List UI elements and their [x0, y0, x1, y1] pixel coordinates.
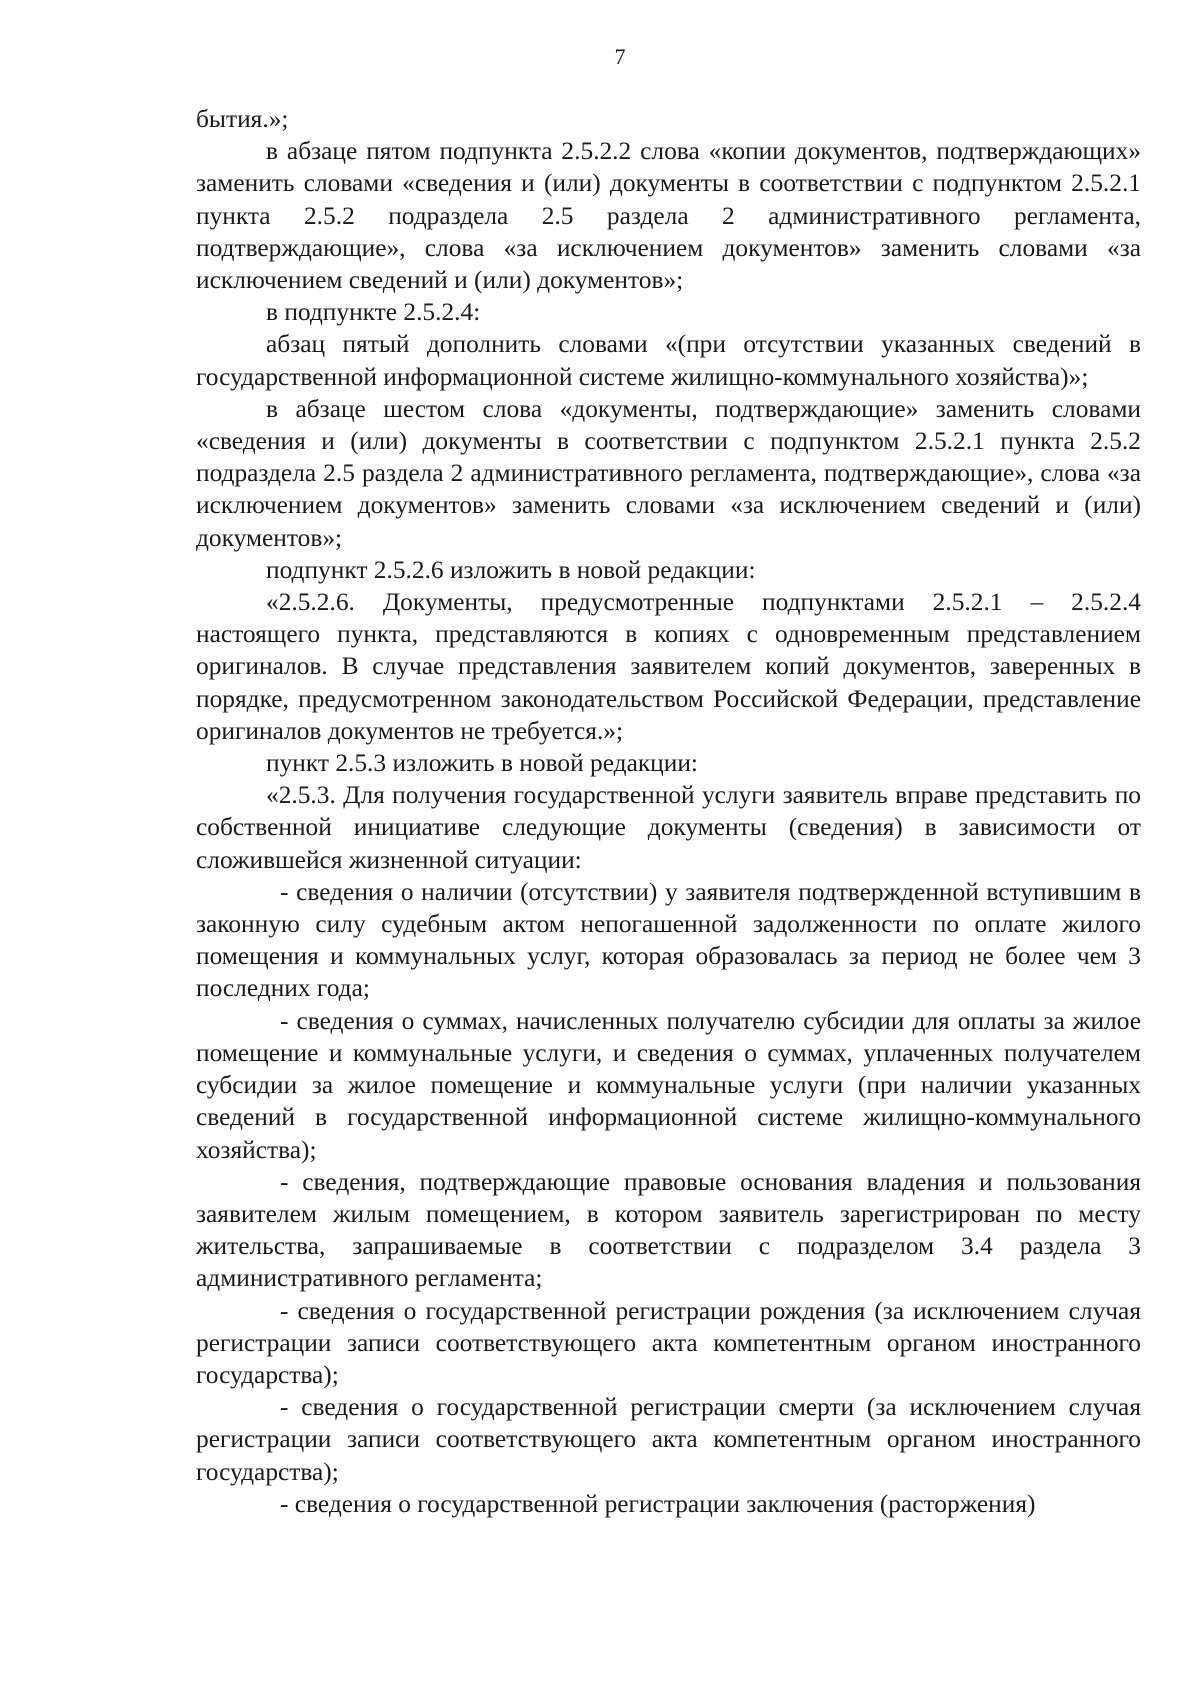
paragraph: бытия.»; [196, 105, 289, 133]
document-body [196, 103, 1141, 1520]
paragraph: «2.5.2.6. Документы, предусмотренные подпунктами 2.5.2.1 – 2.5.2.4 настоящего пункта, представляются в копиях с одновременным представлением оригиналов. В случае представления заявителем копий документов, заверенных в порядке, предусмотренном законодательством Российской Федерации, представление оригиналов документов не требуется.»; [196, 588, 1141, 745]
paragraph: абзац пятый дополнить словами «(при отсутствии указанных сведений в государственной информационной системе жилищно-коммунального хозяйства)»; [196, 330, 1141, 391]
paragraph: подпункт 2.5.2.6 изложить в новой редакции: [266, 555, 756, 584]
paragraph: в абзаце шестом слова «документы, подтверждающие» заменить словами «сведения и (или) документы в соответствии с подпунктом 2.5.2.1 пункта 2.5.2 подраздела 2.5 раздела 2 административного регламента, подтверждающие», слова «за исключением документов» заменить словами «за исключением сведений и (или) документов»; [196, 394, 1141, 552]
list-item: - сведения о государственной регистрации смерти (за исключением случая регистрации записи соответствующего акта компетентным органом иностранного государства); [196, 1393, 1141, 1486]
paragraph: «2.5.3. Для получения государственной услуги заявитель вправе представить по собственной инициативе следующие документы (сведения) в зависимости от сложившейся жизненной ситуации: [196, 781, 1141, 874]
list-item: - сведения о суммах, начисленных получателю субсидии для оплаты за жилое помещение и коммунальные услуги, и сведения о суммах, уплаченных получателем субсидии за жилое помещение и коммунальные услуги (при наличии указанных сведений в государственной информационной системе жилищно-коммунального хозяйства); [196, 1006, 1141, 1164]
list-item: - сведения, подтверждающие правовые основания владения и пользования заявителем жилым помещением, в котором заявитель зарегистрирован по месту жительства, запрашиваемые в соответствии с подразделом 3.4 раздела 3 административного регламента; [196, 1167, 1141, 1293]
paragraph: в подпункте 2.5.2.4: [266, 298, 481, 327]
list-item: - сведения о наличии (отсутствии) у заявителя подтвержденной вступившим в законную силу судебным актом непогашенной задолженности по оплате жилого помещения и коммунальных услуг, которая образовалась за период не более чем 3 последних года; [196, 877, 1141, 1003]
paragraph: пункт 2.5.3 изложить в новой редакции: [266, 749, 698, 778]
list-item: - сведения о государственной регистрации рождения (за исключением случая регистрации записи соответствующего акта компетентным органом иностранного государства); [196, 1296, 1141, 1389]
page-number: 7 [614, 44, 626, 69]
list-item: - сведения о государственной регистрации заключения (расторжения) [280, 1489, 1036, 1518]
paragraph: в абзаце пятом подпункта 2.5.2.2 слова «копии документов, подтверждающих» заменить словами «сведения и (или) документы в соответствии с подпунктом 2.5.2.1 пункта 2.5.2 подраздела 2.5 раздела 2 административного регламента, подтверждающие», слова «за исключением документов» заменить словами «за исключением сведений и (или) документов»; [196, 137, 1141, 295]
